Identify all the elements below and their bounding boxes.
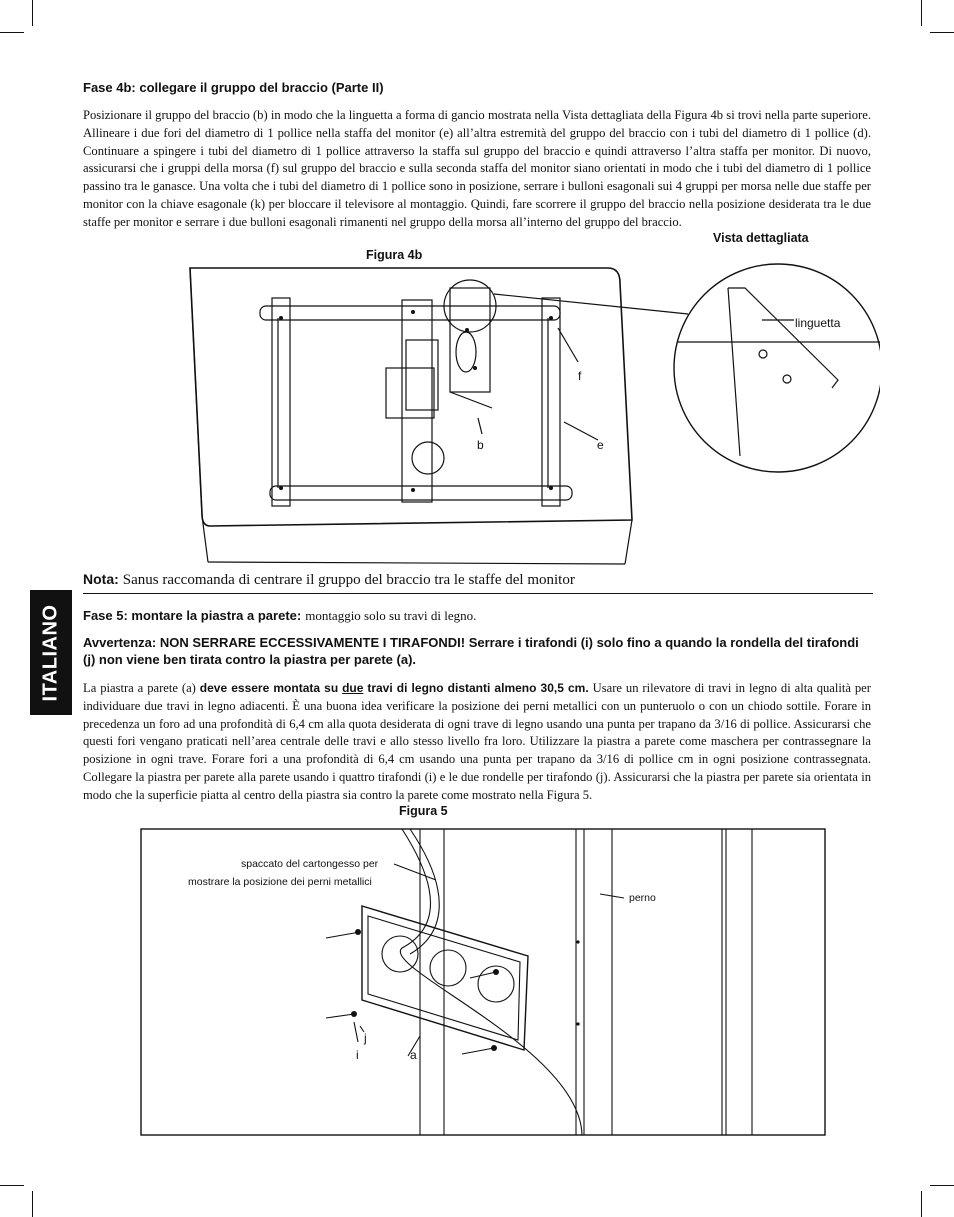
callout-i: i (356, 1048, 359, 1062)
crop-mark (930, 1185, 954, 1186)
figure-5-illustration (140, 828, 826, 1136)
callout-gypsum-line-2: mostrare la posizione dei perni metallici (188, 876, 372, 888)
crop-mark (0, 1185, 24, 1186)
para-lead: La piastra a parete (a) (83, 681, 196, 695)
callout-b: b (477, 438, 484, 452)
crop-mark (921, 1191, 922, 1217)
para-bold-underline: due (342, 681, 364, 695)
section-5-paragraph (83, 680, 871, 805)
crop-mark (0, 32, 24, 33)
para-rest: Usare un rilevatore di travi in legno di alta qualità per individuare due travi in legno adiacenti. È una buona idea verificare la posizione dei perni metallici con un punteruolo o con un chiodo sottile. Forare in precedenza un foro ad una profondità di 6,4 cm alla quota desiderata di ogni trave di legno usando una punta per trapano da 3/16 di pollice. Assicurarsi che questi fori vengano praticati nell’area centrale delle travi e allo stesso livello fra loro. Utilizzare la piastra a parete come maschera per contrassegnare la posizione in ogni trave. Forare fori a una profondità di 6,4 cm usando una punta per trapano da 3/16 di pollice cm in ogni posizione contrassegnata. Collegare la piastra per parete alla parete usando i quattro tirafondi (i) e le due rondelle per tirafondo (j). Assicurarsi che la piastra per parete sia orientata in modo che la superficie piatta al centro della piastra sia contro la parete come mostrato nella Figura 5. (83, 681, 871, 802)
note-text: Sanus raccomanda di centrare il gruppo del braccio tra le staffe del monitor (122, 572, 575, 588)
section-5-heading-line (83, 607, 476, 625)
section-4b-paragraph: Posizionare il gruppo del braccio (b) in modo che la linguetta a forma di gancio mostrata nella Vista dettagliata della Figura 4b si trovi nella parte superiore. Allineare i due fori del diametro di 1 pollice nella staffa del monitor (e) all’altra estremità del gruppo del braccio con i tubi del diametro di 1 pollice (d). Continuare a spingere i tubi del diametro di 1 pollice attraverso la staffa sul gruppo del braccio e quindi attraverso l’altra staffa per monitor. Di nuovo, assicurarsi che i gruppi della morsa (f) sul gruppo del braccio e sulla seconda staffa del monitor siano orientati in modo che i tubi del diametro di 1 pollice passino tra le ganasce. Una volta che i tubi del diametro di 1 pollice sono in posizione, serrare i bulloni esagonali sui 4 gruppi per morsa nelle due staffe per monitor con la chiave esagonale (k) per bloccare il televisore al montaggio. Quindi, fare scorrere il gruppo del braccio nella posizione desiderata tra le due staffe per monitor e serrare i due bulloni esagonali rimanenti nel gruppo della morsa all’interno del gruppo del braccio. (83, 108, 871, 229)
section-5-warning: Avvertenza: NON SERRARE ECCESSIVAMENTE I TIRAFONDI! Serrare i tirafondi (i) solo fino a quando la rondella del tirafondi (j) non viene ben tirata contro la piastra per parete (a). (83, 635, 859, 667)
crop-mark (32, 1191, 33, 1217)
divider (83, 593, 873, 594)
side-tab-label: ITALIANO (39, 604, 62, 701)
callout-f: f (578, 369, 582, 383)
callout-j: j (364, 1031, 367, 1045)
section-4b-heading: Fase 4b: collegare il gruppo del braccio (Parte II) (83, 80, 384, 95)
section-5-heading-suffix: montaggio solo su travi di legno. (305, 608, 477, 623)
callout-stud: perno (629, 892, 656, 904)
para-bold-1: deve essere montata su (199, 681, 339, 695)
figure-4b-label: Figura 4b (366, 248, 423, 262)
crop-mark (32, 0, 33, 26)
note-label: Nota: (83, 571, 119, 587)
detail-view-label: Vista dettagliata (713, 231, 809, 245)
crop-mark (930, 32, 954, 33)
language-side-tab (30, 590, 72, 715)
figure-5-label: Figura 5 (399, 804, 448, 818)
callout-linguetta: linguetta (795, 316, 841, 330)
crop-mark (921, 0, 922, 26)
figure-4b-illustration (180, 258, 880, 578)
section-5-heading: Fase 5: montare la piastra a parete: (83, 608, 302, 623)
callout-e: e (597, 438, 604, 452)
callout-a: a (410, 1048, 417, 1062)
para-bold-2: travi di legno distanti almeno 30,5 cm. (367, 681, 589, 695)
callout-gypsum-line-1: spaccato del cartongesso per (241, 858, 379, 870)
note (83, 571, 575, 589)
